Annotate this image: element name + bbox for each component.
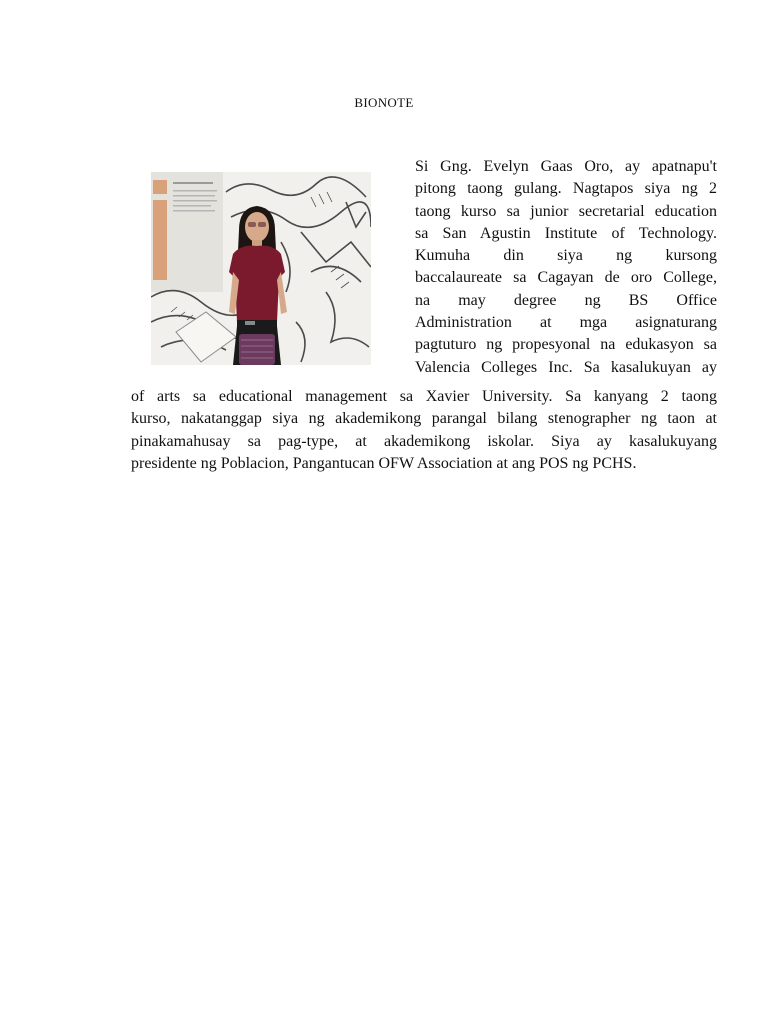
text-line: presidente ng Poblacion, Pangantucan OFW Association at ang POS ng PCHS.	[131, 454, 637, 472]
bionote-paragraph-bottom	[131, 386, 717, 475]
text-line: Kumuha din siya ng kursong	[415, 247, 717, 265]
text-line: sa San Agustin Institute of Technology.	[415, 224, 717, 242]
portrait-photo	[151, 172, 371, 365]
text-line: Administration at mga asignaturang	[415, 314, 717, 332]
page-title: BIONOTE	[354, 95, 414, 110]
text-line: baccalaureate sa Cagayan de oro College,	[415, 269, 717, 287]
text-line: taong kurso sa junior secretarial education	[415, 202, 717, 220]
text-line: Valencia Colleges Inc. Sa kasalukuyan ay	[415, 358, 717, 376]
text-line: pagtuturo ng propesyonal na edukasyon sa	[415, 336, 717, 354]
text-line: kurso, nakatanggap siya ng akademikong parangal bilang stenographer ng taon at	[131, 410, 717, 428]
bionote-paragraph-top	[415, 156, 717, 379]
text-line: of arts sa educational management sa Xavier University. Sa kanyang 2 taong	[131, 388, 717, 405]
text-line: pinakamahusay sa pag-type, at akademikong iskolar. Siya ay kasalukuyang	[131, 432, 717, 450]
text-line: na may degree ng BS Office	[415, 291, 717, 309]
text-line: pitong taong gulang. Nagtapos siya ng 2	[415, 180, 717, 198]
text-line: Si Gng. Evelyn Gaas Oro, ay apatnapu't	[415, 158, 717, 175]
